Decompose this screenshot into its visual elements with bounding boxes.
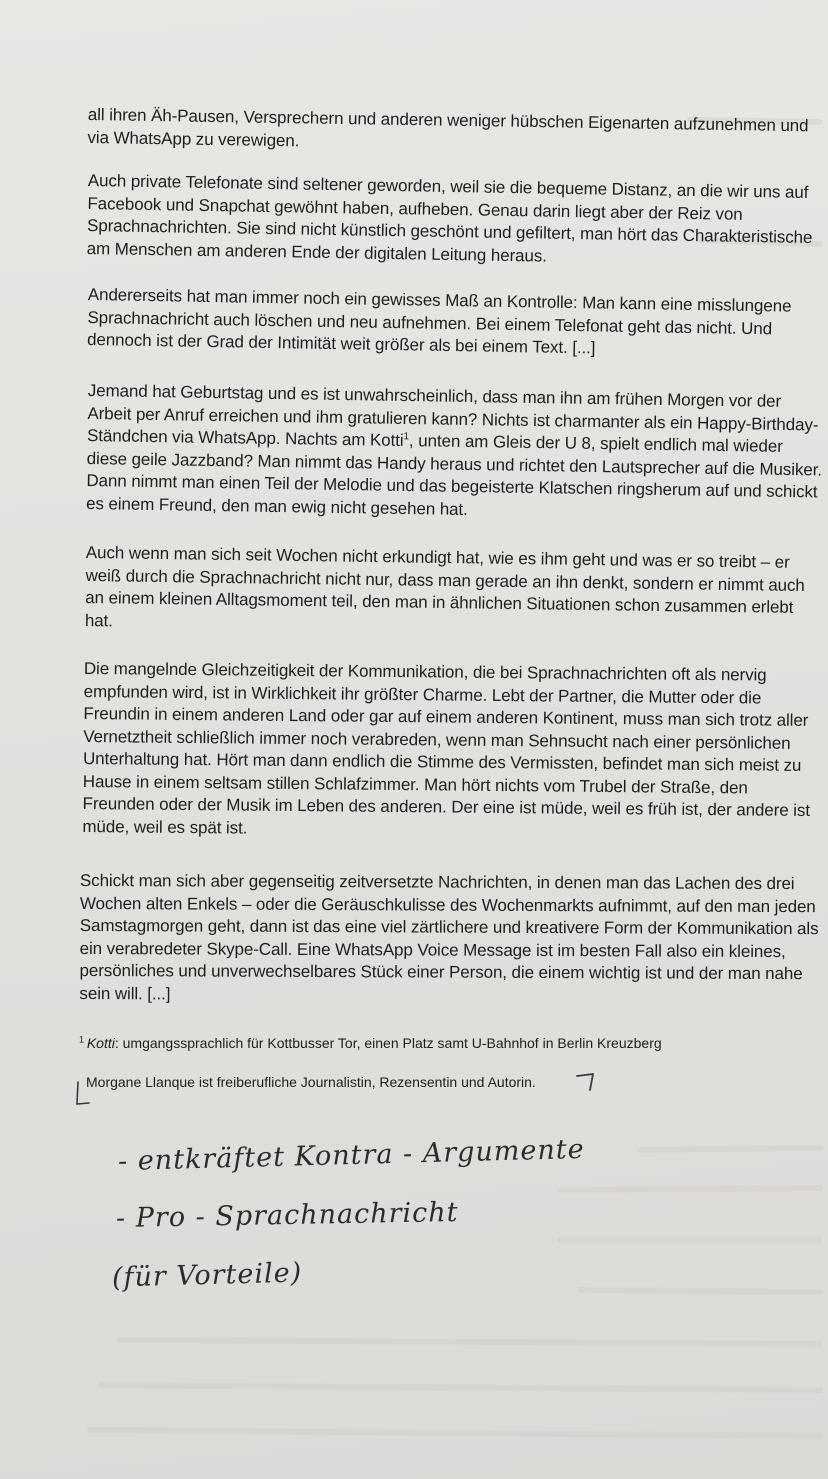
footnote-marker: 1: [403, 431, 410, 443]
paragraph-control: Andererseits hat man immer noch ein gewisses Maß an Kontrolle: Man kann eine misslungene Sprachnachricht auch löschen und neu aufnehmen. Bei einem Telefonat geht das nicht. Und dennoch ist der Grad der Intimität weit größer als bei einem Text. [...]: [86, 284, 792, 358]
paragraph-private-calls: Auch private Telefonate sind seltener geworden, weil sie die bequeme Distanz, an die wir uns auf Facebook und Snapchat gewöhnt haben, aufheben. Genau darin liegt aber der Reiz von Sprachnachrichten. Sie sind nicht künstlich geschönt und gefiltert, man hört das Charakteristische am Menschen am anderen Ende der digitalen Leitung heraus.: [86, 170, 813, 266]
author-note: Morgane Llanque ist freiberufliche Journalistin, Rezensentin und Autorin.: [86, 1074, 536, 1090]
paragraph-voice-message-conclusion: Schickt man sich aber gegenseitig zeitversetzte Nachrichten, in denen man das Lachen des drei Wochen alten Enkels – oder die Geräuschkulisse des Wochenmarkts aufnimmt, auf den man jeden Samstagmorgen geht, dann ist das eine viel zärtlichere und kreativere Form der Kommunikation als ein verabredeter Skype-Call. Eine WhatsApp Voice Message ist im besten Fall also ein kleines, persönliches und unverwechselbares Stück einer Person, die einem wichtig ist und der man nahe sein will. [...]: [79, 871, 819, 1003]
handwritten-corner-mark: [575, 1070, 597, 1092]
footnote-text: : umgangssprachlich für Kottbusser Tor, einen Platz samt U-Bahnhof in Berlin Kreuzberg: [114, 1035, 662, 1051]
paragraph-birthday-example: [86, 380, 824, 527]
footnote: [79, 1034, 824, 1052]
footnote-term: Kotti: [86, 1035, 115, 1051]
paragraph-intro-fragment: all ihren Äh-Pausen, Versprechern und anderen weniger hübschen Eigenarten aufzunehmen und via WhatsApp zu verewigen.: [87, 104, 809, 150]
handwritten-bracket-mark: [72, 1080, 92, 1108]
paragraph-birthday-text-after: , unten am Gleis der U 8, spielt endlich mal wieder diese geile Jazzband? Man nimmt das Handy heraus und richtet den Lautsprecher auf die Musiker. Dann nimmt man einen Teil der Melodie und das begeisterte Klatschen ringsherum auf und schickt es einem Freund, den man ewig nicht gesehen hat.: [85, 431, 823, 519]
handwritten-note-advantages: (für Vorteile): [111, 1257, 303, 1294]
handwritten-note-pro: - Pro - Sprachnachricht: [115, 1197, 459, 1234]
paragraph-birthday-text-before: Jemand hat Geburtstag und es ist unwahrscheinlich, dass man ihn am frühen Morgen vor der Arbeit per Anruf erreichen und ihm gratulieren kann? Nichts ist charmanter als ein Happy-Birthday-Ständchen via WhatsApp. Nachts am Kotti: [86, 380, 819, 450]
footnote-number: 1: [79, 1034, 85, 1045]
handwritten-note-counterarguments: - entkräftet Kontra - Argumente: [117, 1133, 585, 1178]
paragraph-asynchronous-charm: Die mangelnde Gleichzeitigkeit der Kommunikation, die bei Sprachnachrichten oft als nervig empfunden wird, ist in Wirklichkeit ihr größter Charme. Lebt der Partner, die Mutter oder die Freundin in einem anderen Land oder gar auf einem anderen Kontinent, muss man sich trotz aller Vernetztheit schließlich immer noch verabreden, wenn man Sehnsucht nach einer persönlichen Unterhaltung hat. Hört man dann endlich die Stimme des Vermissten, befindet man sich meist zu Hause in einem seltsam stillen Schlafzimmer. Man hört nichts vom Trubel der Straße, den Freunden oder der Musik im Leben des anderen. Der eine ist müde, weil es früh ist, der andere ist müde, weil es spät ist.: [82, 658, 811, 838]
paragraph-friend-update: Auch wenn man sich seit Wochen nicht erkundigt hat, wie es ihm geht und was er so treibt – er weiß durch die Sprachnachricht nicht nur, dass man gerade an ihn denkt, sondern er nimmt auch an einem kleinen Alltagsmoment teil, den man in ähnlichen Situationen schon zusammen erlebt hat.: [84, 542, 805, 630]
